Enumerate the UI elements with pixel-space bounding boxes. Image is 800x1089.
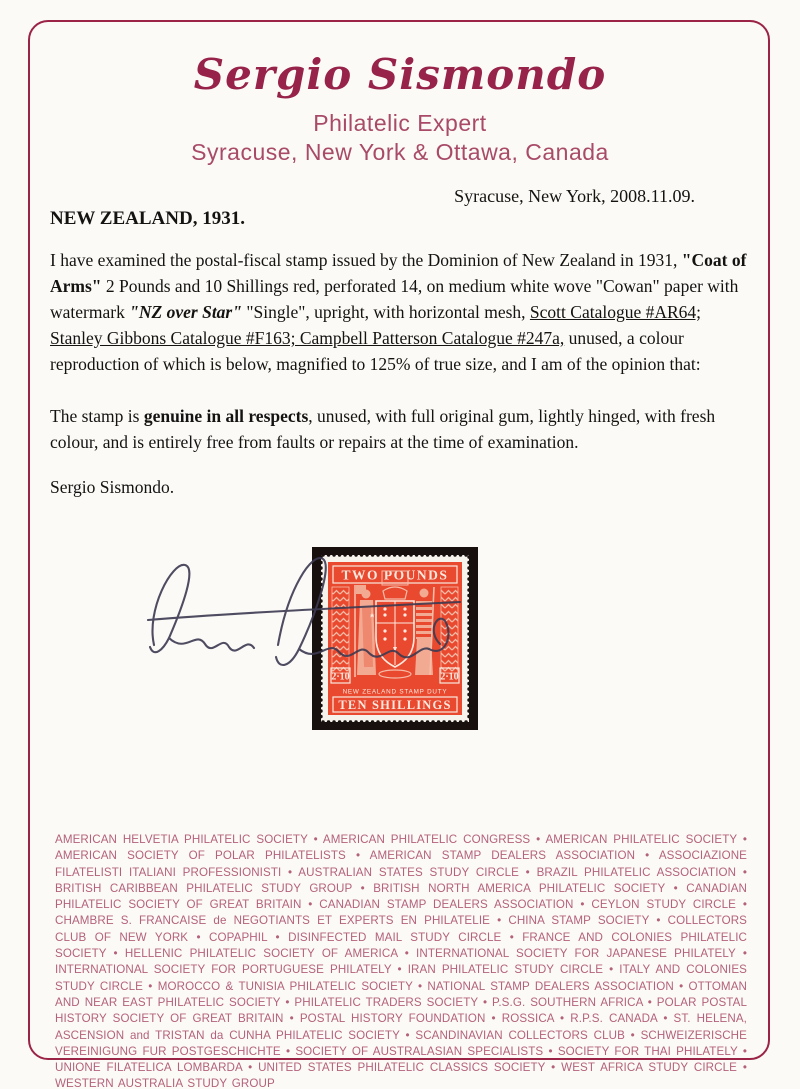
text-segment: Scott Catalogue #AR64; Stanley Gibbons Catalogue #F163; Campbell Patterson Catalogue #247a, (50, 302, 702, 348)
examination-paragraph (50, 247, 750, 377)
stamp-bottom-banner-text: TEN SHILLINGS (338, 698, 452, 712)
opinion-paragraph (50, 403, 750, 455)
text-segment: unused, a colour reproduction of which is below, magnified to 125% of true size, and I am of the opinion that: (50, 328, 701, 374)
text-segment: "NZ over Star" (129, 302, 242, 322)
stamp-value-right: 2·10 (440, 671, 459, 683)
text-segment: "Single", upright, with horizontal mesh, (241, 302, 530, 322)
stamp-photo (312, 547, 478, 730)
text-segment: I have examined the postal-fiscal stamp issued by the Dominion of New Zealand in 1931, (50, 250, 682, 270)
dateline: Syracuse, New York, 2008.11.09. (454, 186, 695, 206)
text-segment: genuine in all respects (143, 406, 309, 426)
letter-heading: NEW ZEALAND, 1931. (50, 208, 245, 229)
stamp-duty-line: NEW ZEALAND STAMP DUTY (342, 688, 448, 696)
stamp-value-left: 2·10 (331, 671, 350, 683)
closing-name: Sergio Sismondo. (50, 477, 175, 497)
stamp-right-figure (415, 587, 434, 675)
text-segment: , unused, with full original gum, lightly hinged, with fresh colour, and is entirely free from faults or repairs at the time of examination. (50, 406, 716, 452)
letterhead (0, 52, 800, 166)
stamp-image (312, 547, 478, 730)
expert-role: Philatelic Expert (313, 110, 487, 137)
text-segment: 2 Pounds and 10 Shillings red, perforated 14, on medium white wove "Cowan" paper with watermark (50, 276, 739, 322)
expert-location: Syracuse, New York & Ottawa, Canada (191, 139, 609, 166)
text-segment: The stamp is (50, 406, 144, 426)
stamp-design (328, 562, 462, 715)
society-memberships: AMERICAN HELVETIA PHILATELIC SOCIETY • AMERICAN PHILATELIC CONGRESS • AMERICAN PHILATELIC SOCIETY • AMERICAN SOCIETY OF POLAR PHILATELISTS • AMERICAN STAMP DEALERS ASSOCIATION • ASSOCIAZIONE FILATELISTI ITALIANI PROFESSIONISTI • AUSTRALIAN STATES STUDY CIRCLE • BRAZIL PHILATELIC ASSOCIATION • BRITISH CARIBBEAN PHILATELIC STUDY GROUP • BRITISH NORTH AMERICA PHILATELIC SOCIETY • CANADIAN PHILATELIC SOCIETY OF GREAT BRITAIN • CANADIAN STAMP DEALERS ASSOCIATION • CEYLON STUDY CIRCLE • CHAMBRE S. FRANCAISE de NEGOTIANTS ET EXPERTS EN PHILATELIE • CHINA STAMP SOCIETY • COLLECTORS CLUB OF NEW YORK • COPAPHIL • DISINFECTED MAIL STUDY CIRCLE • FRANCE AND COLONIES PHILATELIC SOCIETY • HELLENIC PHILATELIC SOCIETY OF AMERICA • INTERNATIONAL SOCIETY FOR JAPANESE PHILATELY • INTERNATIONAL SOCIETY FOR PORTUGUESE PHILATELY • IRAN PHILATELIC STUDY CIRCLE • ITALY AND COLONIES STUDY CIRCLE • MOROCCO & TUNISIA PHILATELIC SOCIETY • NATIONAL STAMP DEALERS ASSOCIATION • OTTOMAN AND NEAR EAST PHILATELIC SOCIETY • PHILATELIC TRADERS SOCIETY • P.S.G. SOUTHERN AFRICA • POLAR POSTAL HISTORY SOCIETY OF GREAT BRITAIN • POSTAL HISTORY FOUNDATION • ROSSICA • R.P.S. CANADA • ST. HELENA, ASCENSION and TRISTAN da CUNHA PHILATELIC SOCIETY • SCANDINAVIAN COLLECTORS CLUB • SCHWEIZERISCHE VEREINIGUNG FUR POSTGESCHICHTE • SOCIETY OF AUSTRALASIAN SPECIALISTS • SOCIETY FOR THAI PHILATELY • UNIONE FILATELICA LOMBARDA • UNITED STATES PHILATELIC CLASSICS SOCIETY • WEST AFRICA STUDY CIRCLE • WESTERN AUSTRALIA STUDY GROUP (55, 833, 747, 1089)
text-segment: "Coat of Arms" (50, 250, 747, 296)
expert-name: Sergio Sismondo (193, 50, 607, 99)
stamp-top-banner-text: TWO POUNDS (341, 567, 449, 583)
